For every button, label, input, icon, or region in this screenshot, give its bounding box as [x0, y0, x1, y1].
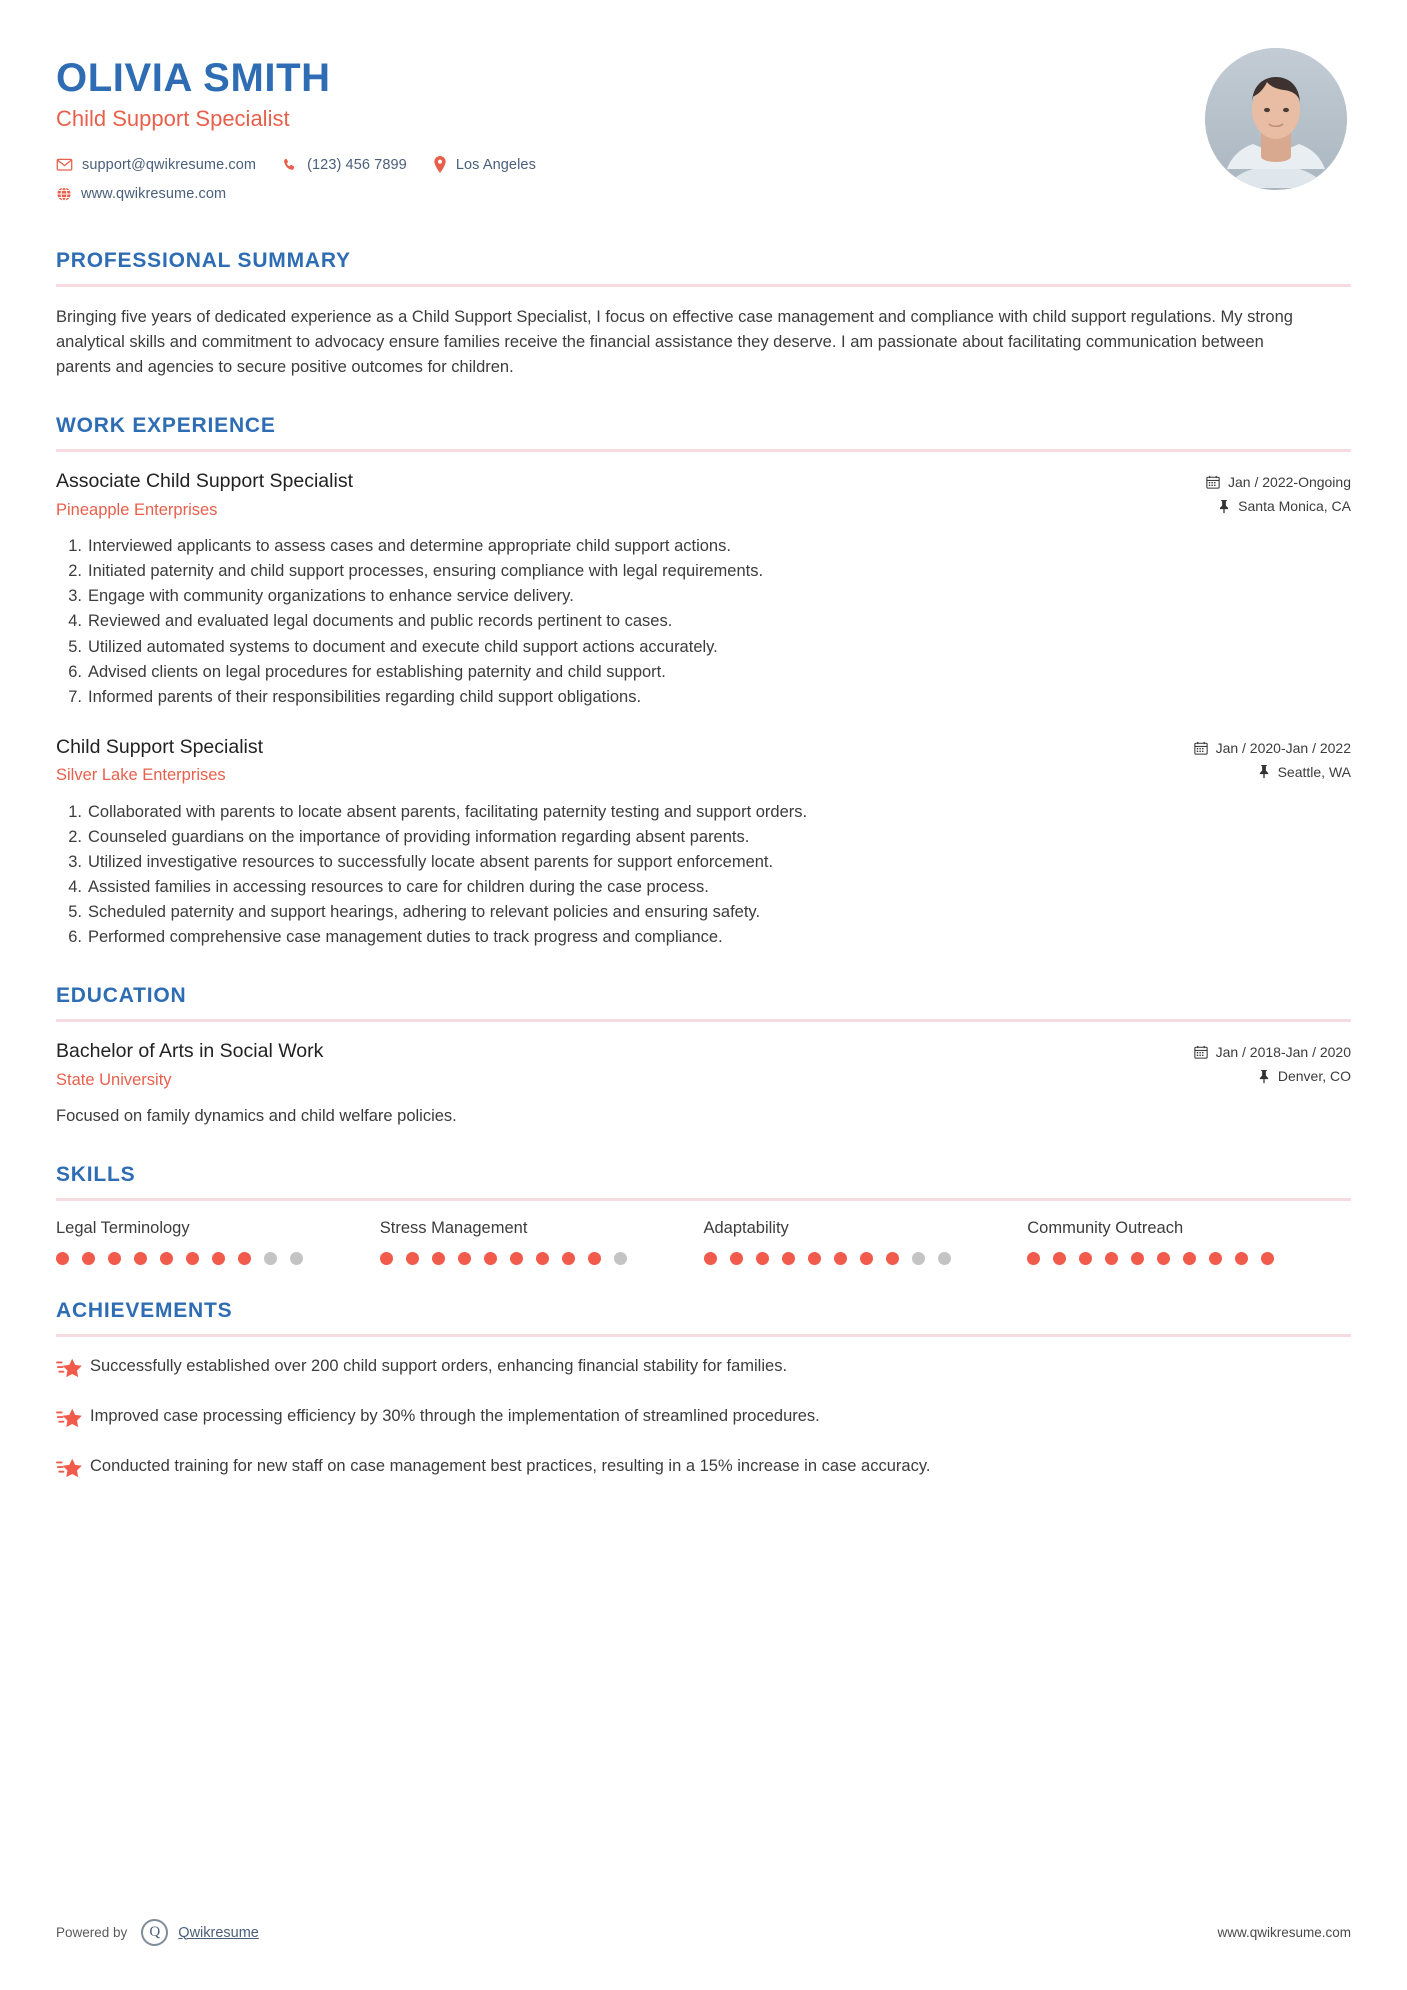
entry-title-block: [56, 736, 1194, 785]
entry-location: [1194, 764, 1351, 780]
skill-name: Legal Terminology: [56, 1219, 190, 1237]
entry-date: [1194, 1044, 1351, 1060]
skill-rating-dots: [1027, 1252, 1327, 1265]
experience-organization: Pineapple Enterprises: [56, 500, 218, 519]
bullet-text: Counseled guardians on the importance of providing information regarding absent parents.: [88, 827, 750, 846]
skill-dot-filled: [510, 1252, 523, 1265]
responsibility-item: [56, 534, 1351, 559]
skill-dot-filled: [860, 1252, 873, 1265]
entry-location: [1194, 1068, 1351, 1084]
star-icon: [56, 1356, 82, 1380]
skill-dot-filled: [238, 1252, 251, 1265]
section-education: [56, 984, 1351, 1129]
achievement-text: Successfully established over 200 child support orders, enhancing financial stability for families.: [90, 1357, 788, 1375]
section-title-skills: SKILLS: [56, 1163, 136, 1186]
education-entry: [56, 1040, 1351, 1129]
skill-dot-filled: [730, 1252, 743, 1265]
section-divider: [56, 1334, 1351, 1337]
entry-date-text: Jan / 2022-Ongoing: [1228, 474, 1351, 491]
skill-dot-filled: [756, 1252, 769, 1265]
skill-dot-empty: [912, 1252, 925, 1265]
responsibility-item: [56, 584, 1351, 609]
bullet-number: 5.: [68, 903, 82, 922]
responsibility-item: [56, 609, 1351, 634]
entry-header: [56, 470, 1351, 522]
page-footer: [56, 1919, 1351, 1946]
entry-location: [1206, 498, 1351, 514]
bullet-number: 1.: [68, 537, 82, 556]
experience-list: [56, 470, 1351, 950]
skill-dot-filled: [1157, 1252, 1170, 1265]
skill-column: [56, 1219, 380, 1265]
skill-dot-filled: [134, 1252, 147, 1265]
push-pin-icon: [1258, 1069, 1270, 1084]
calendar-icon: [1194, 1045, 1208, 1059]
envelope-icon: [56, 156, 73, 173]
skill-dot-filled: [1053, 1252, 1066, 1265]
contact-row-website: [56, 186, 562, 202]
skill-dot-filled: [458, 1252, 471, 1265]
entry-header: [56, 736, 1351, 788]
skill-dot-filled: [1183, 1252, 1196, 1265]
star-icon: [56, 1456, 82, 1480]
skill-dot-filled: [1131, 1252, 1144, 1265]
candidate-job-title: Child Support Specialist: [56, 106, 290, 131]
experience-title: Associate Child Support Specialist: [56, 470, 353, 493]
achievement-item: [56, 1455, 1351, 1485]
entry-date: [1194, 740, 1351, 756]
avatar: [1205, 48, 1347, 190]
skill-dot-filled: [406, 1252, 419, 1265]
bullet-text: Scheduled paternity and support hearings, adhering to relevant policies and ensuring safety.: [88, 903, 761, 922]
skill-column: [704, 1219, 1028, 1265]
skill-dot-filled: [808, 1252, 821, 1265]
entry-title-block: [56, 1040, 1194, 1089]
achievement-item: [56, 1355, 1351, 1385]
skill-dot-filled: [834, 1252, 847, 1265]
experience-organization: Silver Lake Enterprises: [56, 766, 226, 785]
responsibility-list: [56, 534, 1351, 710]
skill-rating-dots: [56, 1252, 356, 1265]
achievement-text: Improved case processing efficiency by 30% through the implementation of streamlined procedures.: [90, 1407, 820, 1425]
section-title-experience: WORK EXPERIENCE: [56, 414, 276, 438]
entry-date: [1206, 474, 1351, 490]
achievement-star-icon: [56, 1405, 90, 1435]
skill-dot-filled: [782, 1252, 795, 1265]
bullet-number: 6.: [68, 928, 82, 947]
phone-icon: [282, 157, 298, 173]
education-organization: State University: [56, 1070, 172, 1089]
skill-rating-dots: [380, 1252, 680, 1265]
achievement-star-icon: [56, 1355, 90, 1385]
skill-dot-filled: [1235, 1252, 1248, 1265]
section-divider: [56, 284, 1351, 287]
skill-dot-filled: [704, 1252, 717, 1265]
calendar-icon: [1206, 475, 1220, 489]
skill-column: [380, 1219, 704, 1265]
push-pin-icon: [1218, 499, 1230, 514]
bullet-number: 4.: [68, 612, 82, 631]
skill-dot-filled: [886, 1252, 899, 1265]
skill-dot-filled: [1105, 1252, 1118, 1265]
responsibility-item: [56, 559, 1351, 584]
skill-dot-filled: [536, 1252, 549, 1265]
bullet-text: Utilized investigative resources to successfully locate absent parents for support enforcement.: [88, 852, 774, 871]
skill-dot-filled: [1261, 1252, 1274, 1265]
entry-header: [56, 1040, 1351, 1092]
bullet-text: Interviewed applicants to assess cases and determine appropriate child support actions.: [88, 537, 731, 556]
skill-dot-empty: [614, 1252, 627, 1265]
section-divider: [56, 1198, 1351, 1201]
achievement-text: Conducted training for new staff on case management best practices, resulting in a 15% increase in case accuracy.: [90, 1457, 931, 1475]
contact-phone[interactable]: [282, 157, 407, 173]
section-title-education: EDUCATION: [56, 984, 187, 1008]
contact-email-text: support@qwikresume.com: [82, 156, 257, 173]
responsibility-item: [56, 800, 1351, 825]
bullet-text: Utilized automated systems to document and execute child support actions accurately.: [88, 637, 718, 656]
skill-dot-filled: [1079, 1252, 1092, 1265]
entry-meta-block: [1194, 1040, 1351, 1092]
bullet-text: Advised clients on legal procedures for establishing paternity and child support.: [88, 662, 666, 681]
summary-text: Bringing five years of dedicated experience as a Child Support Specialist, I focus on effective case management and compliance with child support regulations. My strong analytical skills and commitment to advocacy ensure families receive the financial assistance they deserve. I am passionate about facilitating communication between parents and agencies to secure positive outcomes for children.: [56, 308, 1293, 377]
header-text-block: [56, 48, 562, 215]
candidate-name: OLIVIA SMITH: [56, 56, 331, 100]
bullet-number: 2.: [68, 562, 82, 581]
entry-meta-block: [1194, 736, 1351, 788]
entry-title-block: [56, 470, 1206, 519]
achievement-item: [56, 1405, 1351, 1435]
bullet-text: Informed parents of their responsibilities regarding child support obligations.: [88, 687, 642, 706]
skill-dot-filled: [160, 1252, 173, 1265]
section-divider: [56, 449, 1351, 452]
contact-location-text: Los Angeles: [455, 156, 536, 173]
skill-dot-filled: [1027, 1252, 1040, 1265]
section-divider: [56, 1019, 1351, 1022]
education-title: Bachelor of Arts in Social Work: [56, 1040, 324, 1063]
responsibility-item: [56, 660, 1351, 685]
entry-location-text: Seattle, WA: [1277, 763, 1351, 780]
section-skills: [56, 1163, 1351, 1265]
achievement-star-icon: [56, 1455, 90, 1485]
bullet-number: 7.: [68, 687, 82, 706]
bullet-number: 2.: [68, 827, 82, 846]
responsibility-list: [56, 800, 1351, 950]
bullet-text: Reviewed and evaluated legal documents and public records pertinent to cases.: [88, 612, 673, 631]
footer-url: www.qwikresume.com: [1217, 1925, 1351, 1940]
map-pin-icon: [433, 156, 447, 173]
responsibility-item: [56, 635, 1351, 660]
skill-dot-empty: [264, 1252, 277, 1265]
powered-by-label: Powered by: [56, 1925, 128, 1940]
bullet-text: Collaborated with parents to locate absent parents, facilitating paternity testing and support orders.: [88, 802, 808, 821]
entry-location-text: Santa Monica, CA: [1238, 498, 1351, 515]
skill-dot-filled: [212, 1252, 225, 1265]
bullet-number: 3.: [68, 852, 82, 871]
responsibility-item: [56, 850, 1351, 875]
skill-dot-filled: [484, 1252, 497, 1265]
skill-column: [1027, 1219, 1351, 1265]
contact-phone-text: (123) 456 7899: [307, 156, 407, 173]
education-note: Focused on family dynamics and child welfare policies.: [56, 1107, 457, 1126]
skill-dot-filled: [432, 1252, 445, 1265]
skill-dot-empty: [938, 1252, 951, 1265]
responsibility-item: [56, 925, 1351, 950]
skill-dot-filled: [108, 1252, 121, 1265]
skill-dot-filled: [380, 1252, 393, 1265]
resume-header: [56, 48, 1351, 215]
bullet-number: 6.: [68, 662, 82, 681]
section-title-summary: PROFESSIONAL SUMMARY: [56, 249, 351, 272]
bullet-number: 3.: [68, 587, 82, 606]
contact-location: [433, 156, 536, 173]
entry-location-text: Denver, CO: [1277, 1068, 1351, 1085]
skill-dot-filled: [56, 1252, 69, 1265]
section-professional-summary: [56, 249, 1351, 380]
achievements-list: [56, 1355, 1351, 1485]
contact-website[interactable]: [56, 186, 226, 202]
bullet-text: Engage with community organizations to enhance service delivery.: [88, 587, 574, 606]
responsibility-item: [56, 875, 1351, 900]
skill-dot-filled: [588, 1252, 601, 1265]
skill-name: Stress Management: [379, 1219, 528, 1237]
entry-meta-block: [1206, 470, 1351, 522]
education-list: [56, 1040, 1351, 1129]
experience-entry: [56, 470, 1351, 710]
qwikresume-logo-icon: Q: [141, 1919, 168, 1946]
section-title-achievements: ACHIEVEMENTS: [56, 1299, 233, 1322]
bullet-text: Performed comprehensive case management duties to track progress and compliance.: [88, 928, 723, 947]
skill-name: Adaptability: [703, 1219, 789, 1237]
responsibility-item: [56, 825, 1351, 850]
entry-date-text: Jan / 2020-Jan / 2022: [1215, 739, 1351, 756]
contact-row-primary: [56, 156, 562, 173]
skill-dot-filled: [186, 1252, 199, 1265]
push-pin-icon: [1258, 764, 1270, 779]
bullet-text: Assisted families in accessing resources to care for children during the case process.: [88, 878, 709, 897]
section-achievements: [56, 1299, 1351, 1485]
section-work-experience: [56, 414, 1351, 950]
skills-grid: [56, 1219, 1351, 1265]
experience-title: Child Support Specialist: [56, 735, 264, 758]
skill-name: Community Outreach: [1027, 1219, 1184, 1237]
qwikresume-brand-link[interactable]: Qwikresume: [178, 1924, 259, 1941]
bullet-number: 4.: [68, 878, 82, 897]
globe-icon: [56, 186, 72, 202]
bullet-number: 1.: [68, 802, 82, 821]
avatar-image: [1205, 48, 1347, 190]
contact-website-text: www.qwikresume.com: [81, 186, 227, 202]
entry-date-text: Jan / 2018-Jan / 2020: [1215, 1044, 1351, 1061]
responsibility-item: [56, 685, 1351, 710]
skill-dot-filled: [562, 1252, 575, 1265]
skill-rating-dots: [704, 1252, 1004, 1265]
skill-dot-empty: [290, 1252, 303, 1265]
bullet-text: Initiated paternity and child support processes, ensuring compliance with legal requirements.: [88, 562, 764, 581]
experience-entry: [56, 736, 1351, 950]
contact-email[interactable]: [56, 156, 256, 173]
skill-dot-filled: [1209, 1252, 1222, 1265]
bullet-number: 5.: [68, 637, 82, 656]
skill-dot-filled: [82, 1252, 95, 1265]
calendar-icon: [1194, 741, 1208, 755]
responsibility-item: [56, 900, 1351, 925]
star-icon: [56, 1406, 82, 1430]
footer-brand-block: [56, 1919, 259, 1946]
